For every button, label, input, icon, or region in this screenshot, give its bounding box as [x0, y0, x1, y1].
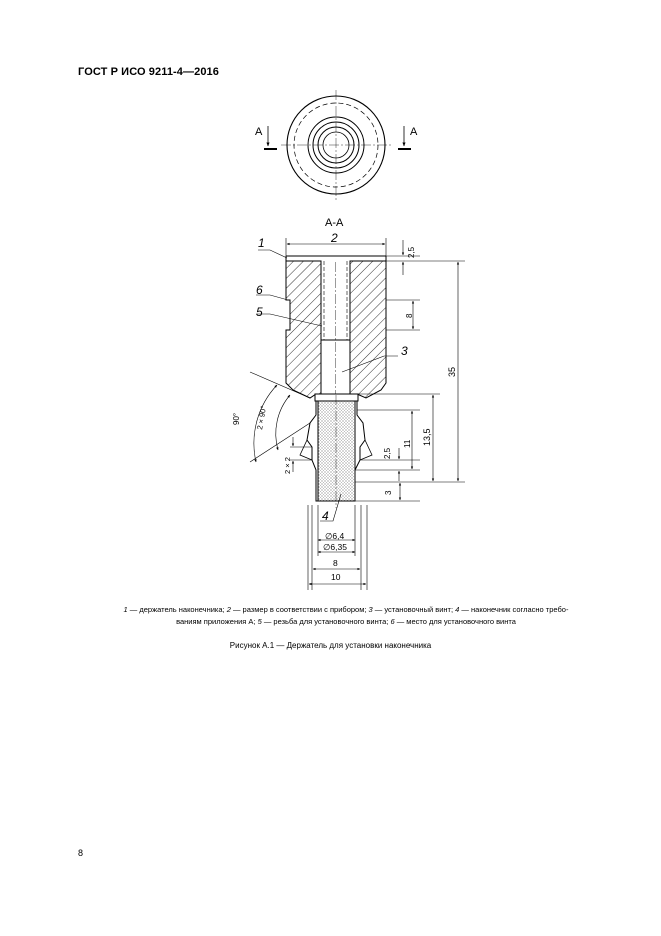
document-header: ГОСТ Р ИСО 9211-4—2016	[78, 66, 219, 78]
callout-2: 2	[331, 231, 338, 245]
callout-3: 3	[401, 344, 408, 358]
callout-6: 6	[256, 283, 263, 297]
dim-2-5-top: 2,5	[407, 246, 416, 258]
legend-text-4-cont: ваниям приложения А;	[176, 617, 258, 626]
page-number: 8	[78, 848, 84, 858]
dim-2x90-degrees: 2 × 90°	[255, 405, 269, 431]
legend-num-1: 1	[123, 605, 128, 614]
dim-35: 35	[447, 366, 457, 377]
dim-3: 3	[384, 490, 393, 495]
dim-90-degrees: 90°	[232, 412, 241, 425]
dim-2-5-low: 2,5	[383, 447, 392, 459]
dim-8-top: 8	[405, 313, 414, 318]
legend-text-6: — место для установочного винта	[394, 617, 516, 626]
legend-num-2: 2	[226, 605, 231, 614]
legend-num-3: 3	[368, 605, 373, 614]
legend-text-4: — наконечник согласно требо-	[459, 605, 569, 614]
dim-diameter-6-4: ∅6,4	[325, 531, 345, 541]
dim-13-5: 13,5	[422, 428, 432, 446]
callout-4: 4	[322, 509, 329, 523]
section-marker-left: A	[255, 126, 263, 138]
legend-text-3: — установочный винт;	[372, 605, 456, 614]
dim-11: 11	[403, 439, 412, 448]
section-label: А-А	[325, 217, 344, 229]
dim-2x2: 2 × 2	[283, 457, 292, 474]
legend-text-1: — держатель наконечника;	[127, 605, 227, 614]
top-view	[264, 90, 411, 200]
figure-legend	[78, 604, 614, 628]
legend-text-5: — резьба для установочного винта;	[261, 617, 391, 626]
dim-diameter-6-35: ∅6,35	[323, 542, 347, 552]
legend-num-5: 5	[257, 617, 262, 626]
legend-text-2: — размер в соответствии с прибором;	[230, 605, 369, 614]
legend-num-4: 4	[455, 605, 460, 614]
section-marker-right: A	[410, 126, 418, 138]
dim-8-bottom: 8	[333, 558, 338, 568]
legend-num-6: 6	[390, 617, 395, 626]
figure-caption: Рисунок А.1 — Держатель для установки наконечника	[229, 641, 432, 650]
callout-5: 5	[256, 305, 263, 319]
callout-1: 1	[258, 236, 265, 250]
dim-10-bottom: 10	[331, 572, 341, 582]
